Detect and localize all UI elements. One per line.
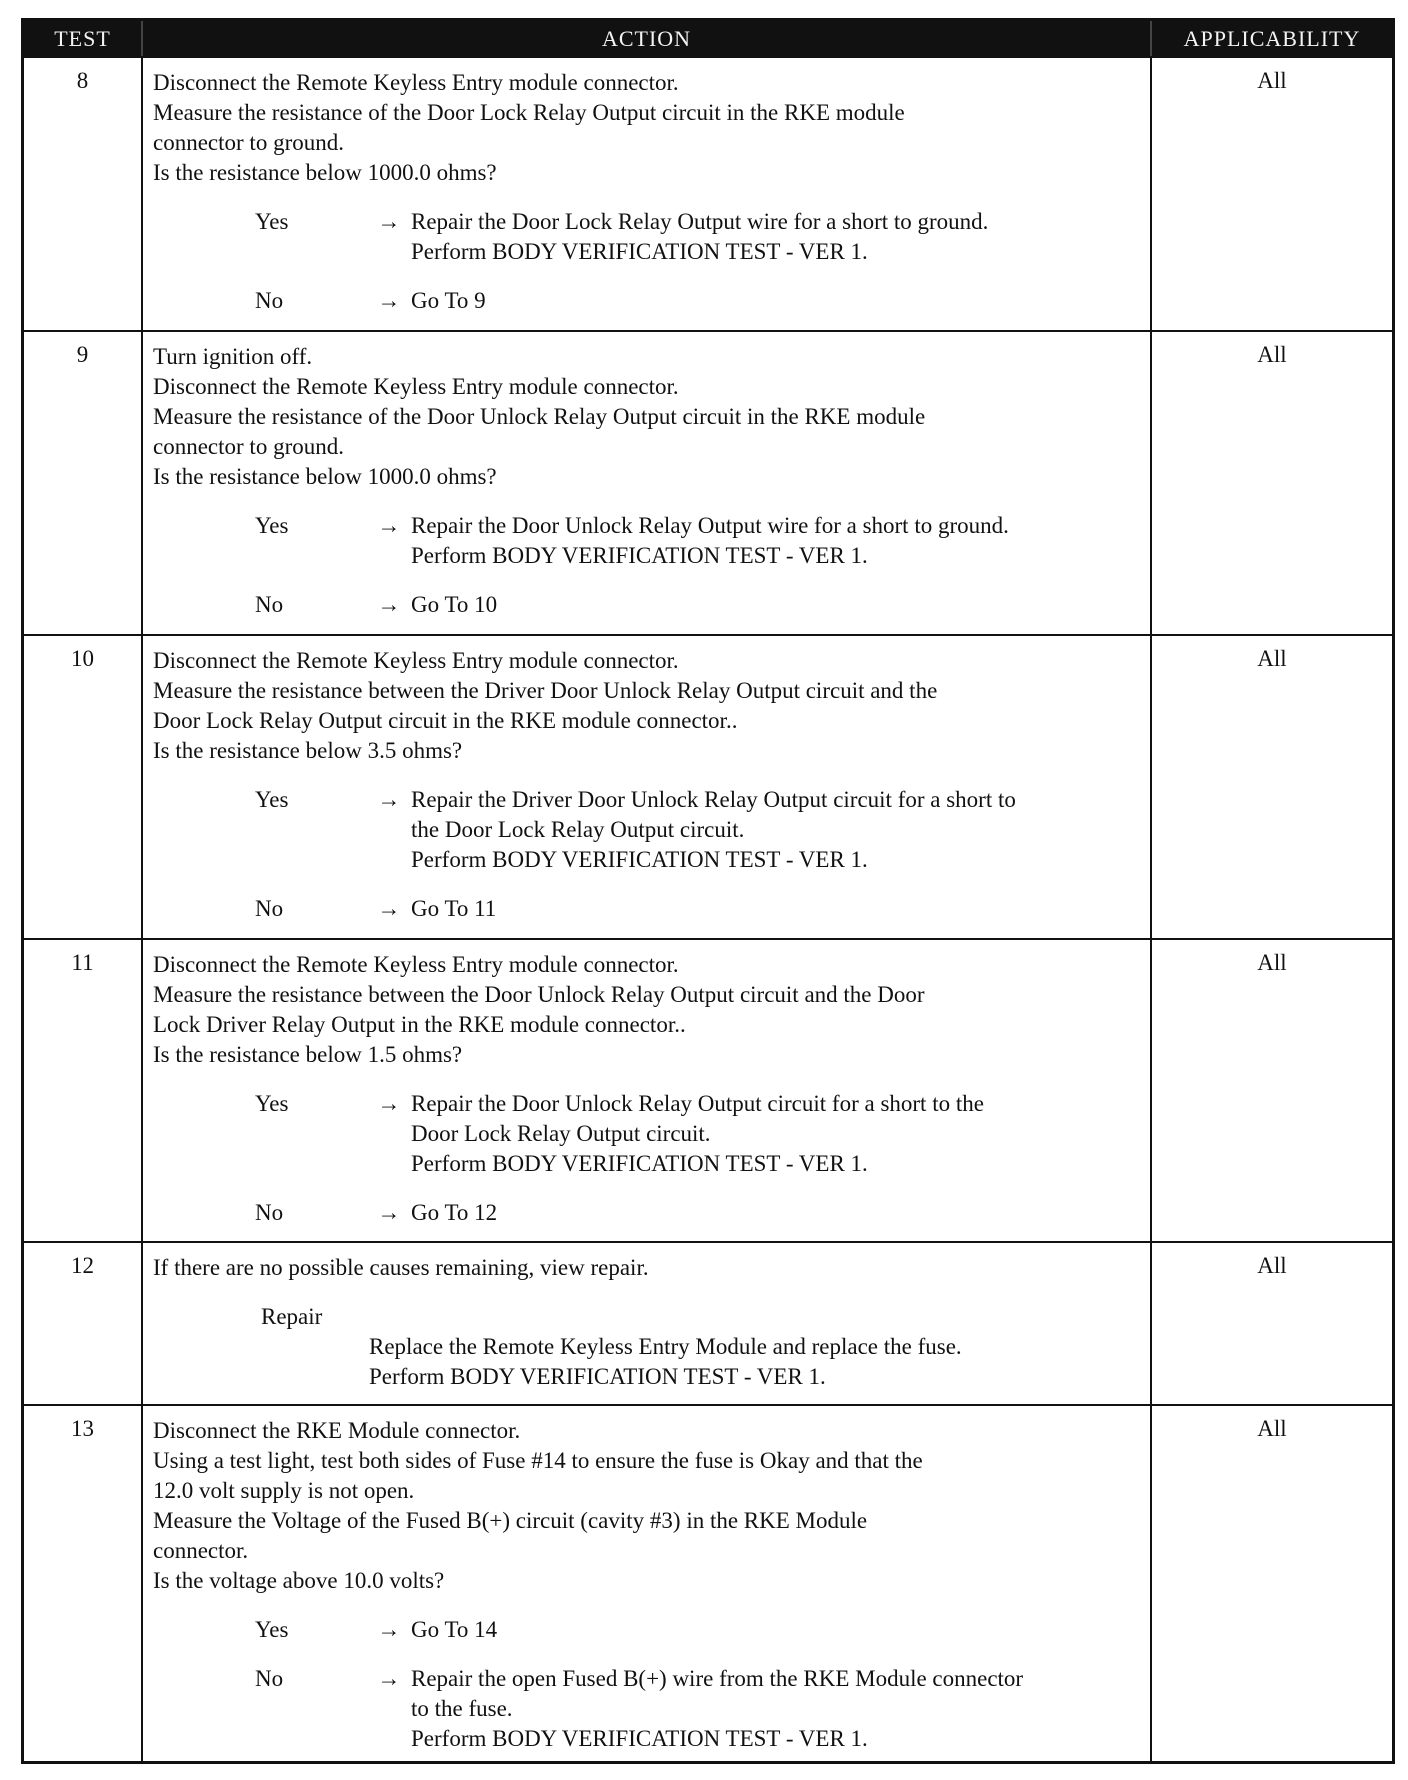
answer-yes-label: Yes xyxy=(255,513,289,538)
question-line: Disconnect the Remote Keyless Entry module connector. xyxy=(153,648,679,673)
answer-yes-label: Yes xyxy=(255,1617,289,1642)
result-line: Repair the Driver Door Unlock Relay Output circuit for a short to xyxy=(411,787,1016,812)
test-number: 12 xyxy=(24,1241,143,1404)
test-number: 11 xyxy=(24,938,143,1241)
answer-yes xyxy=(255,1089,1142,1179)
result-line: the Door Lock Relay Output circuit. xyxy=(411,817,745,842)
question-line: connector. xyxy=(153,1538,249,1563)
arrow-icon: → xyxy=(377,896,401,921)
result-line: Go To 10 xyxy=(411,592,498,617)
answer-yes xyxy=(255,511,1142,571)
applicability: All xyxy=(1152,938,1392,1241)
applicability: All xyxy=(1152,634,1392,938)
test-number: 9 xyxy=(24,330,143,634)
arrow-icon: → xyxy=(377,787,401,812)
answer-no-result xyxy=(411,1664,1142,1754)
result-line: Go To 14 xyxy=(411,1617,498,1642)
question-line: Disconnect the Remote Keyless Entry module connector. xyxy=(153,374,679,399)
applicability: All xyxy=(1152,1404,1392,1761)
answer-yes-label: Yes xyxy=(255,787,289,812)
answer-no xyxy=(255,894,1142,924)
applicability: All xyxy=(1152,330,1392,634)
question-line: Using a test light, test both sides of Fuse #14 to ensure the fuse is Okay and that the xyxy=(153,1448,923,1473)
answer-no xyxy=(255,1198,1142,1228)
header-test: TEST xyxy=(24,21,143,56)
answers xyxy=(255,207,1142,316)
repair-line: Perform BODY VERIFICATION TEST - VER 1. xyxy=(369,1364,826,1389)
answer-no-result xyxy=(411,590,1142,620)
arrow-icon: → xyxy=(377,1617,401,1642)
answer-yes-result xyxy=(411,1615,1142,1645)
arrow-icon: → xyxy=(377,1091,401,1116)
answer-no xyxy=(255,590,1142,620)
question-line: Disconnect the Remote Keyless Entry module connector. xyxy=(153,70,679,95)
answers xyxy=(255,1089,1142,1228)
action-cell xyxy=(143,1404,1152,1761)
header-applicability: APPLICABILITY xyxy=(1152,21,1392,56)
question-line: Turn ignition off. xyxy=(153,344,313,369)
arrow-icon: → xyxy=(377,288,401,313)
arrow-icon: → xyxy=(377,1666,401,1691)
question xyxy=(153,646,1142,766)
result-line: Perform BODY VERIFICATION TEST - VER 1. xyxy=(411,847,868,872)
arrow-icon: → xyxy=(377,1200,401,1225)
answer-no-label: No xyxy=(255,1666,284,1691)
answers xyxy=(255,785,1142,924)
applicability: All xyxy=(1152,1241,1392,1404)
repair-text xyxy=(369,1332,1142,1392)
answer-yes-result xyxy=(411,207,1142,267)
question-line: Disconnect the RKE Module connector. xyxy=(153,1418,521,1443)
action-cell xyxy=(143,1241,1152,1404)
test-number: 10 xyxy=(24,634,143,938)
question-line: Measure the resistance of the Door Unlock Relay Output circuit in the RKE module xyxy=(153,404,926,429)
result-line: Perform BODY VERIFICATION TEST - VER 1. xyxy=(411,239,868,264)
repair-label: Repair xyxy=(261,1304,323,1329)
result-line: Repair the Door Unlock Relay Output circuit for a short to the xyxy=(411,1091,984,1116)
result-line: Go To 9 xyxy=(411,288,486,313)
question xyxy=(153,1416,1142,1596)
answer-yes xyxy=(255,207,1142,267)
question-line: 12.0 volt supply is not open. xyxy=(153,1478,415,1503)
answer-no-label: No xyxy=(255,896,284,921)
question-line: Measure the resistance of the Door Lock Relay Output circuit in the RKE module xyxy=(153,100,905,125)
question-line: Measure the resistance between the Driver Door Unlock Relay Output circuit and the xyxy=(153,678,938,703)
result-line: Repair the open Fused B(+) wire from the RKE Module connector xyxy=(411,1666,1024,1691)
question xyxy=(153,342,1142,492)
repair-line: Replace the Remote Keyless Entry Module and replace the fuse. xyxy=(369,1334,962,1359)
question-line: connector to ground. xyxy=(153,434,344,459)
question-line: Is the voltage above 10.0 volts? xyxy=(153,1568,445,1593)
result-line: Repair the Door Lock Relay Output wire for a short to ground. xyxy=(411,209,989,234)
answer-no-label: No xyxy=(255,1200,284,1225)
answer-yes-label: Yes xyxy=(255,1091,289,1116)
action-cell xyxy=(143,938,1152,1241)
question xyxy=(153,68,1142,188)
result-line: Door Lock Relay Output circuit. xyxy=(411,1121,711,1146)
question-line: Is the resistance below 1000.0 ohms? xyxy=(153,160,497,185)
result-line: Perform BODY VERIFICATION TEST - VER 1. xyxy=(411,543,868,568)
question-line: Door Lock Relay Output circuit in the RKE module connector.. xyxy=(153,708,738,733)
answers xyxy=(255,1615,1142,1754)
answers xyxy=(255,511,1142,620)
answer-no xyxy=(255,286,1142,316)
question-line: If there are no possible causes remaining, view repair. xyxy=(153,1255,649,1280)
answer-no-result xyxy=(411,286,1142,316)
answer-yes-result xyxy=(411,511,1142,571)
question xyxy=(153,1253,1142,1283)
arrow-icon: → xyxy=(377,513,401,538)
action-cell xyxy=(143,634,1152,938)
question-line: Is the resistance below 1.5 ohms? xyxy=(153,1042,463,1067)
arrow-icon: → xyxy=(377,592,401,617)
result-line: Go To 12 xyxy=(411,1200,498,1225)
answer-yes xyxy=(255,1615,1142,1645)
question-line: connector to ground. xyxy=(153,130,344,155)
answer-yes-result xyxy=(411,785,1142,875)
answer-no xyxy=(255,1664,1142,1754)
result-line: Repair the Door Unlock Relay Output wire for a short to ground. xyxy=(411,513,1009,538)
question-line: Is the resistance below 1000.0 ohms? xyxy=(153,464,497,489)
answer-no-label: No xyxy=(255,592,284,617)
question-line: Measure the Voltage of the Fused B(+) circuit (cavity #3) in the RKE Module xyxy=(153,1508,868,1533)
answer-yes xyxy=(255,785,1142,875)
question xyxy=(153,950,1142,1070)
question-line: Measure the resistance between the Door Unlock Relay Output circuit and the Door xyxy=(153,982,925,1007)
answer-yes-label: Yes xyxy=(255,209,289,234)
test-number: 8 xyxy=(24,56,143,330)
header-action: ACTION xyxy=(143,21,1152,56)
diagnostic-table xyxy=(21,18,1395,1764)
answer-yes-result xyxy=(411,1089,1142,1179)
answer-no-result xyxy=(411,894,1142,924)
action-cell xyxy=(143,330,1152,634)
question-line: Is the resistance below 3.5 ohms? xyxy=(153,738,463,763)
arrow-icon: → xyxy=(377,209,401,234)
test-number: 13 xyxy=(24,1404,143,1761)
question-line: Disconnect the Remote Keyless Entry module connector. xyxy=(153,952,679,977)
applicability: All xyxy=(1152,56,1392,330)
answer-no-result xyxy=(411,1198,1142,1228)
result-line: Go To 11 xyxy=(411,896,497,921)
answer-no-label: No xyxy=(255,288,284,313)
result-line: to the fuse. xyxy=(411,1696,513,1721)
action-cell xyxy=(143,56,1152,330)
result-line: Perform BODY VERIFICATION TEST - VER 1. xyxy=(411,1151,868,1176)
question-line: Lock Driver Relay Output in the RKE module connector.. xyxy=(153,1012,686,1037)
result-line: Perform BODY VERIFICATION TEST - VER 1. xyxy=(411,1726,868,1751)
